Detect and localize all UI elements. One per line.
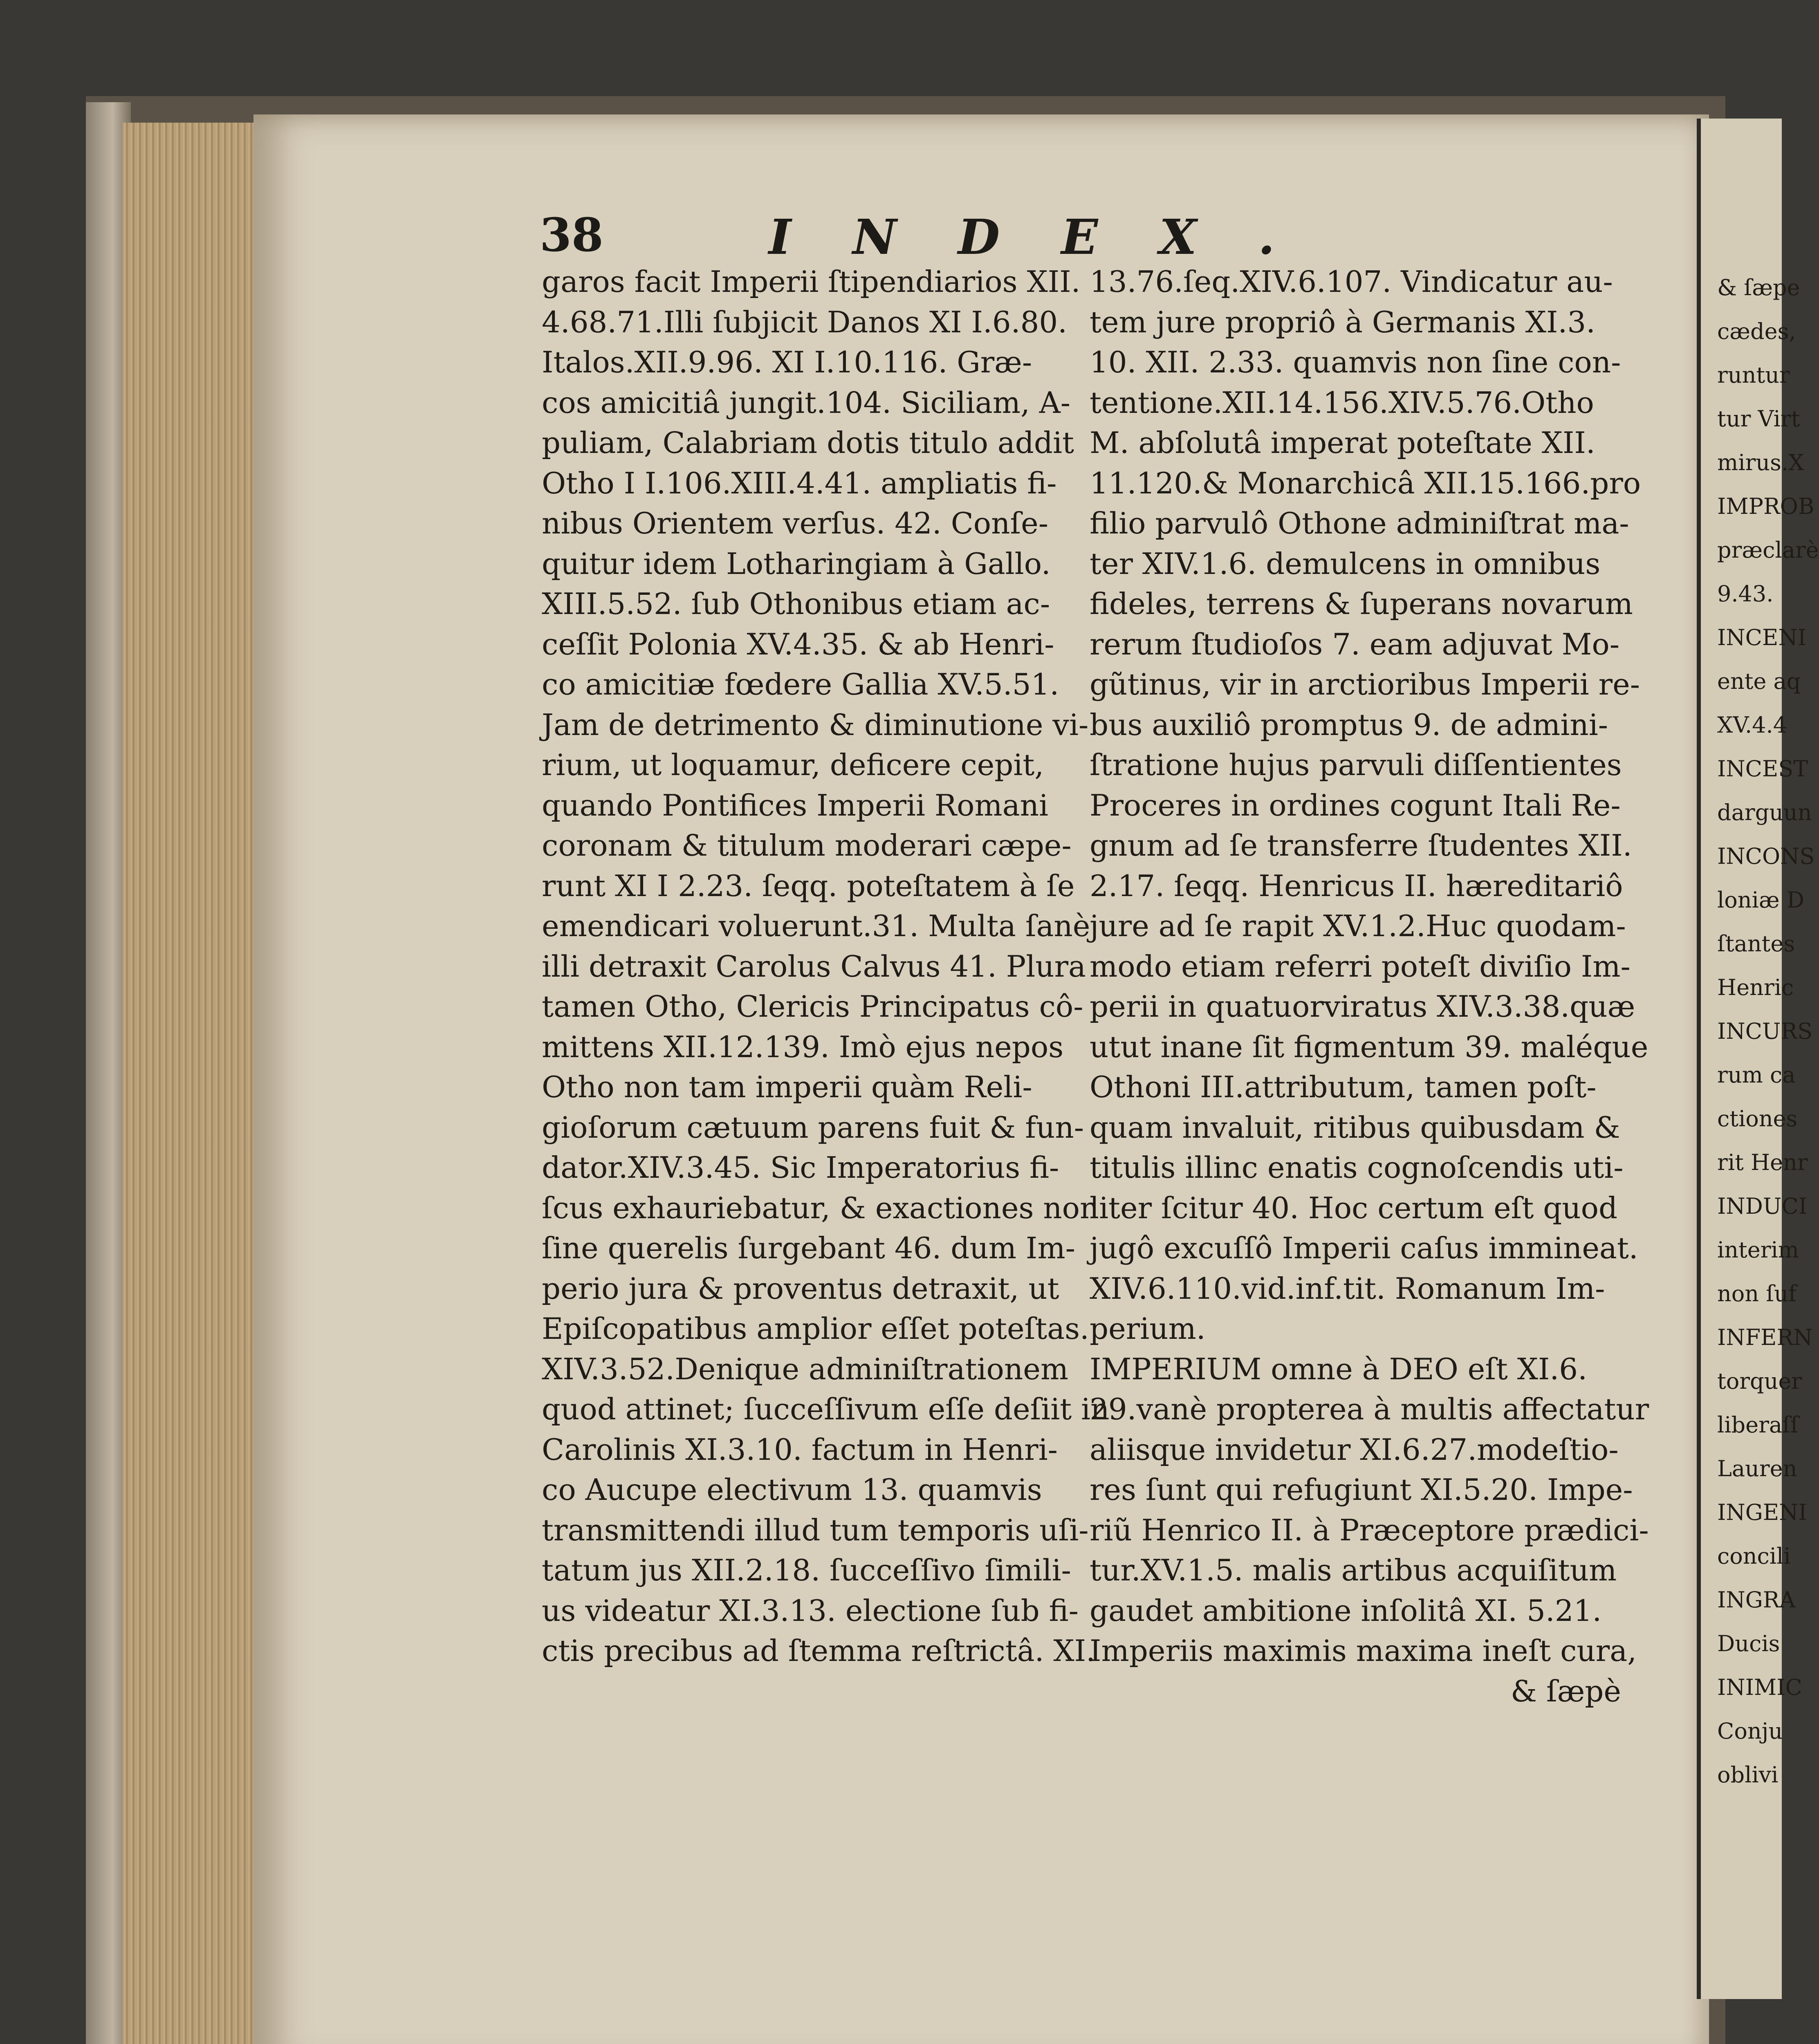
adjacent-text-line: INCEST <box>1717 756 1808 782</box>
text-line: ceſſit Polonia XV.4.35. & ab Henri- <box>542 627 1054 661</box>
adjacent-text-line: ente aq <box>1717 668 1801 694</box>
adjacent-text-line: IMPROB <box>1717 493 1815 519</box>
adjacent-text-line: INGENI <box>1717 1499 1807 1525</box>
adjacent-text-line: interim <box>1717 1237 1799 1263</box>
text-line: Otho I I.106.XIII.4.41. ampliatis fi- <box>542 466 1057 500</box>
text-line: quod attinet; ſucceſſivum eſſe deſiit in <box>542 1392 1110 1426</box>
text-line: dator.XIV.3.45. Sic Imperatorius fi- <box>542 1150 1059 1185</box>
text-line: gaudet ambitione inſolitâ XI. 5.21. <box>1090 1593 1602 1628</box>
text-line: Proceres in ordines cogunt Itali Re- <box>1090 788 1621 823</box>
adjacent-text-line: rum ca <box>1717 1062 1796 1088</box>
text-line: 4.68.71.Illi ſubjicit Danos XI I.6.80. <box>542 305 1068 339</box>
adjacent-text-line: oblivi <box>1717 1762 1779 1788</box>
adjacent-text-line: Conju <box>1717 1718 1783 1744</box>
text-line: coronam & titulum moderari cæpe- <box>542 828 1072 863</box>
text-line: titulis illinc enatis cognoſcendis uti- <box>1090 1150 1624 1185</box>
text-line: Italos.XII.9.96. XI I.10.116. Græ- <box>542 345 1032 379</box>
text-line: utut inane ſit figmentum 39. maléque <box>1090 1029 1649 1064</box>
text-line: filio parvulô Othone adminiſtrat ma- <box>1090 506 1629 540</box>
adjacent-text-line: loniæ D <box>1717 887 1805 913</box>
catchword: & ſæpè <box>1511 1674 1621 1708</box>
adjacent-text-line: concili <box>1717 1543 1791 1569</box>
text-line: runt XI I 2.23. ſeqq. poteſtatem à ſe <box>542 868 1075 903</box>
text-line: tentione.XII.14.156.XIV.5.76.Otho <box>1090 385 1594 420</box>
text-line: 29.vanè propterea à multis affectatur <box>1090 1392 1649 1426</box>
text-line: tur.XV.1.5. malis artibus acquiſitum <box>1090 1553 1617 1587</box>
adjacent-text-line: liberaſſ <box>1717 1412 1799 1438</box>
adjacent-text-line: 9.43. <box>1717 581 1774 607</box>
page-header <box>540 208 1676 270</box>
text-line: tem jure propriô à Germanis XI.3. <box>1090 305 1596 339</box>
adjacent-text-line: rit Henr <box>1717 1150 1808 1175</box>
text-line: perii in quatuorviratus XIV.3.38.quæ <box>1090 989 1635 1024</box>
text-line: quando Pontifices Imperii Romani <box>542 788 1049 823</box>
text-line: jugô excuſſô Imperii caſus immineat. <box>1090 1231 1638 1265</box>
text-line: 10. XII. 2.33. quamvis non ſine con- <box>1090 345 1621 379</box>
adjacent-text-line: INCONS <box>1717 843 1815 869</box>
text-line: XIV.3.52.Denique adminiſtrationem <box>542 1351 1069 1386</box>
text-line: Imperiis maximis maxima ineſt cura, <box>1090 1634 1637 1668</box>
text-line: co Aucupe electivum 13. quamvis <box>542 1472 1042 1507</box>
text-line: ſtratione hujus parvuli diſſentientes <box>1090 748 1622 782</box>
text-line: 13.76.ſeq.XIV.6.107. Vindicatur au- <box>1090 264 1613 299</box>
adjacent-text-line: XV.4.4 <box>1717 712 1788 738</box>
text-line: rium, ut loquamur, deficere cepit, <box>542 748 1044 782</box>
right-text-column <box>1090 262 1649 1711</box>
text-line: gũtinus, vir in arctioribus Imperii re- <box>1090 667 1640 702</box>
text-line: Jam de detrimento & diminutione vi- <box>542 707 1089 742</box>
running-head: INDEX. <box>769 208 1336 265</box>
adjacent-text-line: ctiones <box>1717 1106 1798 1132</box>
text-line: res ſunt qui refugiunt XI.5.20. Impe- <box>1090 1472 1633 1507</box>
text-line: Othoni III.attributum, tamen poſt- <box>1090 1070 1597 1104</box>
page-number: 38 <box>540 208 603 262</box>
text-line: XIII.5.52. ſub Othonibus etiam ac- <box>542 587 1050 621</box>
text-line: ſcus exhauriebatur, & exactiones non <box>542 1190 1099 1225</box>
text-line: garos facit Imperii ſtipendiarios XII. <box>542 264 1081 299</box>
adjacent-text-line: Lauren <box>1717 1456 1797 1481</box>
adjacent-text-line: cædes, <box>1717 318 1796 344</box>
adjacent-text-line: Ducis <box>1717 1631 1780 1656</box>
text-line: Carolinis XI.3.10. factum in Henri- <box>542 1432 1058 1467</box>
text-line: transmittendi illud tum temporis uſi- <box>542 1513 1089 1547</box>
text-line: puliam, Calabriam dotis titulo addit <box>542 426 1074 460</box>
text-line: perium. <box>1090 1311 1206 1346</box>
text-line: fideles, terrens & ſuperans novarum <box>1090 587 1633 621</box>
text-line: mittens XII.12.139. Imò ejus nepos <box>542 1029 1064 1064</box>
text-line: modo etiam referri poteſt diviſio Im- <box>1090 949 1631 984</box>
text-line: 11.120.& Monarchicâ XII.15.166.pro <box>1090 466 1641 500</box>
text-line: 2.17. ſeqq. Henricus II. hæreditariô <box>1090 868 1623 903</box>
text-line: liter ſcitur 40. Hoc certum eſt quod <box>1090 1190 1618 1225</box>
adjacent-text-line: Henric <box>1717 975 1794 1000</box>
text-line: illi detraxit Carolus Calvus 41. Plura <box>542 949 1086 984</box>
text-line: us videatur XI.3.13. electione ſub fi- <box>542 1593 1079 1628</box>
text-line: quitur idem Lotharingiam à Gallo. <box>542 546 1051 581</box>
text-line: emendicari voluerunt.31. Multa ſanè <box>542 909 1090 943</box>
adjacent-text-line: non ſuf <box>1717 1281 1797 1307</box>
adjacent-text-line: runtur <box>1717 362 1790 388</box>
text-line: aliisque invidetur XI.6.27.modeſtio- <box>1090 1432 1619 1467</box>
adjacent-text-line: & ſæpe <box>1717 275 1800 300</box>
text-line: gioſorum cætuum parens fuit & fun- <box>542 1110 1084 1145</box>
text-line: rerum ſtudioſos 7. eam adjuvat Mo- <box>1090 627 1620 661</box>
text-line: bus auxiliô promptus 9. de admini- <box>1090 707 1608 742</box>
adjacent-text-line: INDUCI <box>1717 1193 1808 1219</box>
text-line: XIV.6.110.vid.inf.tit. Romanum Im- <box>1090 1271 1605 1306</box>
text-line: tatum jus XII.2.18. ſucceſſivo ſimili- <box>542 1553 1071 1587</box>
page-edges <box>123 123 253 2044</box>
adjacent-text-line: torquer <box>1717 1368 1802 1394</box>
text-line: jure ad ſe rapit XV.1.2.Huc quodam- <box>1090 909 1626 943</box>
adjacent-text-line: INCURS <box>1717 1018 1813 1044</box>
adjacent-text-line: INFERN <box>1717 1325 1813 1350</box>
text-line: co amicitiæ fœdere Gallia XV.5.51. <box>542 667 1059 702</box>
adjacent-text-line: INCENI <box>1717 625 1806 650</box>
adjacent-text-line: darguun <box>1717 800 1812 825</box>
text-line: Otho non tam imperii quàm Reli- <box>542 1070 1032 1104</box>
text-line: M. abſolutâ imperat poteſtate XII. <box>1090 426 1595 460</box>
adjacent-text-line: mirus.X <box>1717 450 1804 475</box>
text-line: nibus Orientem verſus. 42. Conſe- <box>542 506 1049 540</box>
adjacent-text-line: INGRA <box>1717 1587 1796 1613</box>
text-line: IMPERIUM omne à DEO eſt XI.6. <box>1090 1351 1587 1386</box>
text-line: ctis precibus ad ſtemma reſtrictâ. XI. <box>542 1634 1095 1668</box>
adjacent-text-line: INIMIC <box>1717 1674 1802 1700</box>
text-line: gnum ad ſe transferre ſtudentes XII. <box>1090 828 1632 863</box>
text-line: tamen Otho, Clericis Principatus cô- <box>542 989 1083 1024</box>
text-line: Epiſcopatibus amplior eſſet poteſtas. <box>542 1311 1089 1346</box>
adjacent-text-line: præclarè <box>1717 537 1819 563</box>
adjacent-text-line: tur Virt <box>1717 406 1800 432</box>
adjacent-page-column <box>1717 266 1819 1797</box>
adjacent-text-line: ſtantes <box>1717 931 1795 957</box>
text-line: cos amicitiâ jungit.104. Siciliam, A- <box>542 385 1071 420</box>
text-line: quam invaluit, ritibus quibusdam & <box>1090 1110 1620 1145</box>
text-line: riũ Henrico II. à Præceptore prædici- <box>1090 1513 1649 1547</box>
text-line: perio jura & proventus detraxit, ut <box>542 1271 1059 1306</box>
left-text-column <box>542 262 1110 1671</box>
text-line: ter XIV.1.6. demulcens in omnibus <box>1090 546 1601 581</box>
text-line: ſine querelis ſurgebant 46. dum Im- <box>542 1231 1075 1265</box>
